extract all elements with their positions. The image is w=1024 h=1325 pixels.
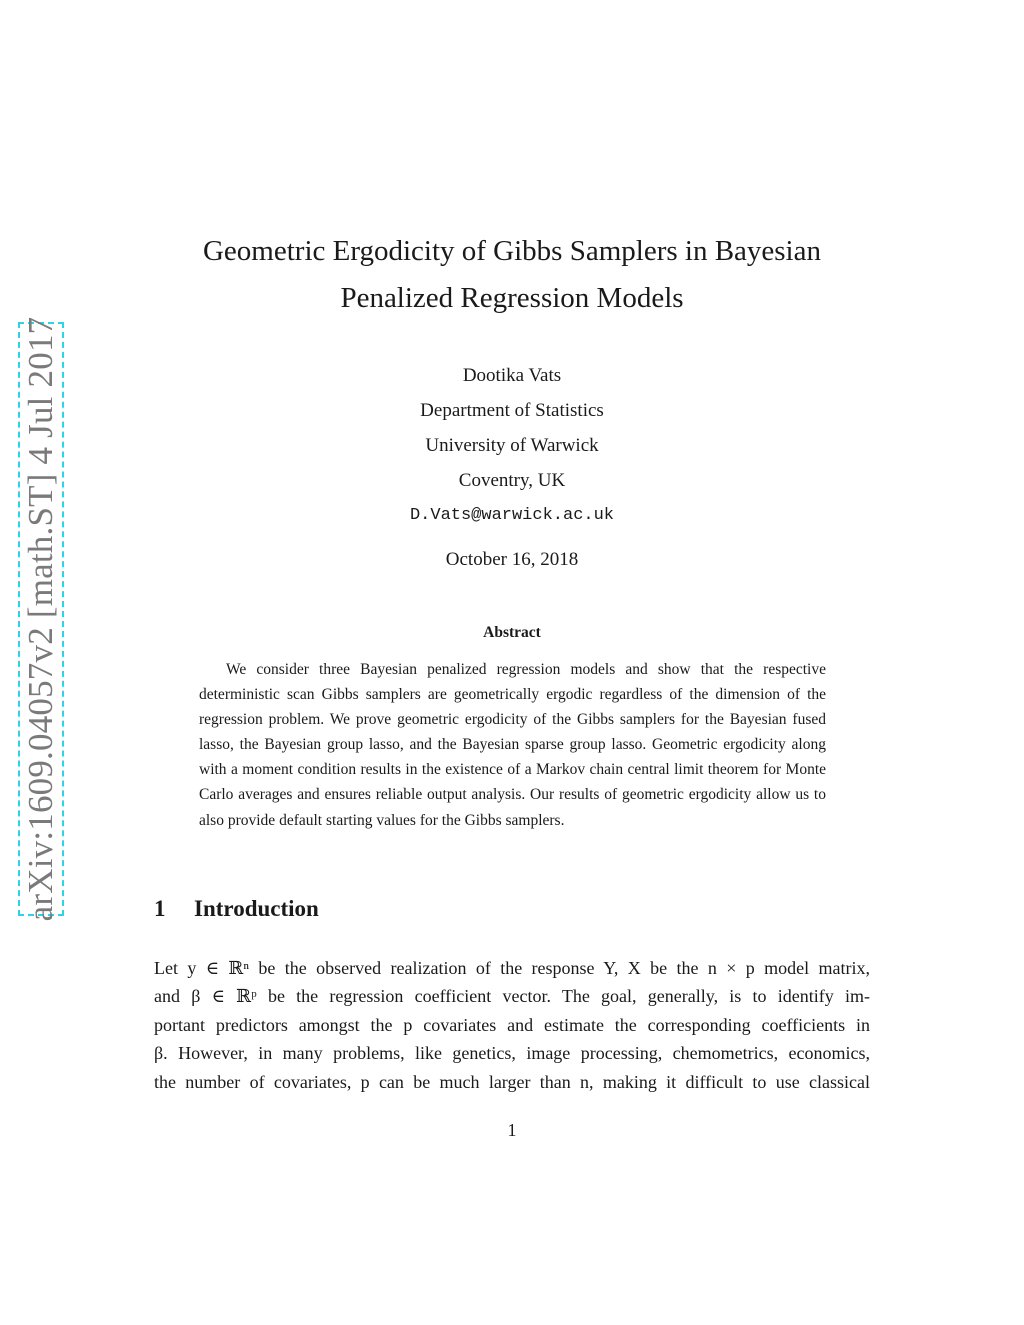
section-number: 1 bbox=[154, 896, 166, 921]
arxiv-identifier[interactable]: arXiv:1609.04057v2 [math.ST] 4 Jul 2017 bbox=[21, 316, 60, 922]
author-university: University of Warwick bbox=[425, 435, 599, 456]
section-title: Introduction bbox=[194, 896, 319, 921]
intro-line: the number of covariates, p can be much larger than n, making it difficult to use classical bbox=[154, 1071, 870, 1092]
author-name: Dootika Vats bbox=[462, 365, 562, 386]
intro-line: portant predictors amongst the p covariates and estimate the corresponding coefficients in bbox=[154, 1014, 870, 1035]
page-number: 1 bbox=[507, 1120, 517, 1140]
author-email[interactable]: D.Vats@warwick.ac.uk bbox=[409, 506, 615, 525]
intro-line: and β ∈ ℝᵖ be the regression coefficient vector. The goal, generally, is to identify im- bbox=[154, 986, 870, 1007]
author-location: Coventry, UK bbox=[458, 470, 566, 491]
arxiv-stamp bbox=[18, 316, 64, 922]
section-heading bbox=[154, 896, 319, 922]
title-line-1: Geometric Ergodicity of Gibbs Samplers in Bayesian bbox=[202, 235, 821, 267]
abstract-heading: Abstract bbox=[483, 624, 541, 641]
title-line-2: Penalized Regression Models bbox=[340, 282, 684, 314]
paper-title bbox=[150, 228, 874, 322]
author-department: Department of Statistics bbox=[420, 400, 604, 421]
intro-line: β. However, in many problems, like genetics, image processing, chemometrics, economics, bbox=[154, 1043, 870, 1064]
intro-paragraph bbox=[154, 954, 870, 1096]
abstract-body: We consider three Bayesian penalized regression models and show that the respective deterministic scan Gibbs samplers are geometrically ergodic regardless of the dimension of the regression problem. We prove geometric ergodicity of the Gibbs samplers for the Bayesian fused lasso, the Bayesian group lasso, and the Bayesian sparse group lasso. Geometric ergodicity along with a moment condition results in the existence of a Markov chain central limit theorem for Monte Carlo averages and ensures reliable output analysis. Our results of geometric ergodicity allow us to also provide default starting values for the Gibbs samplers. bbox=[199, 661, 826, 829]
intro-line: Let y ∈ ℝⁿ be the observed realization of the response Y, X be the n × p model matrix, bbox=[154, 958, 870, 978]
paper-date: October 16, 2018 bbox=[445, 549, 579, 570]
author-block bbox=[150, 358, 874, 533]
